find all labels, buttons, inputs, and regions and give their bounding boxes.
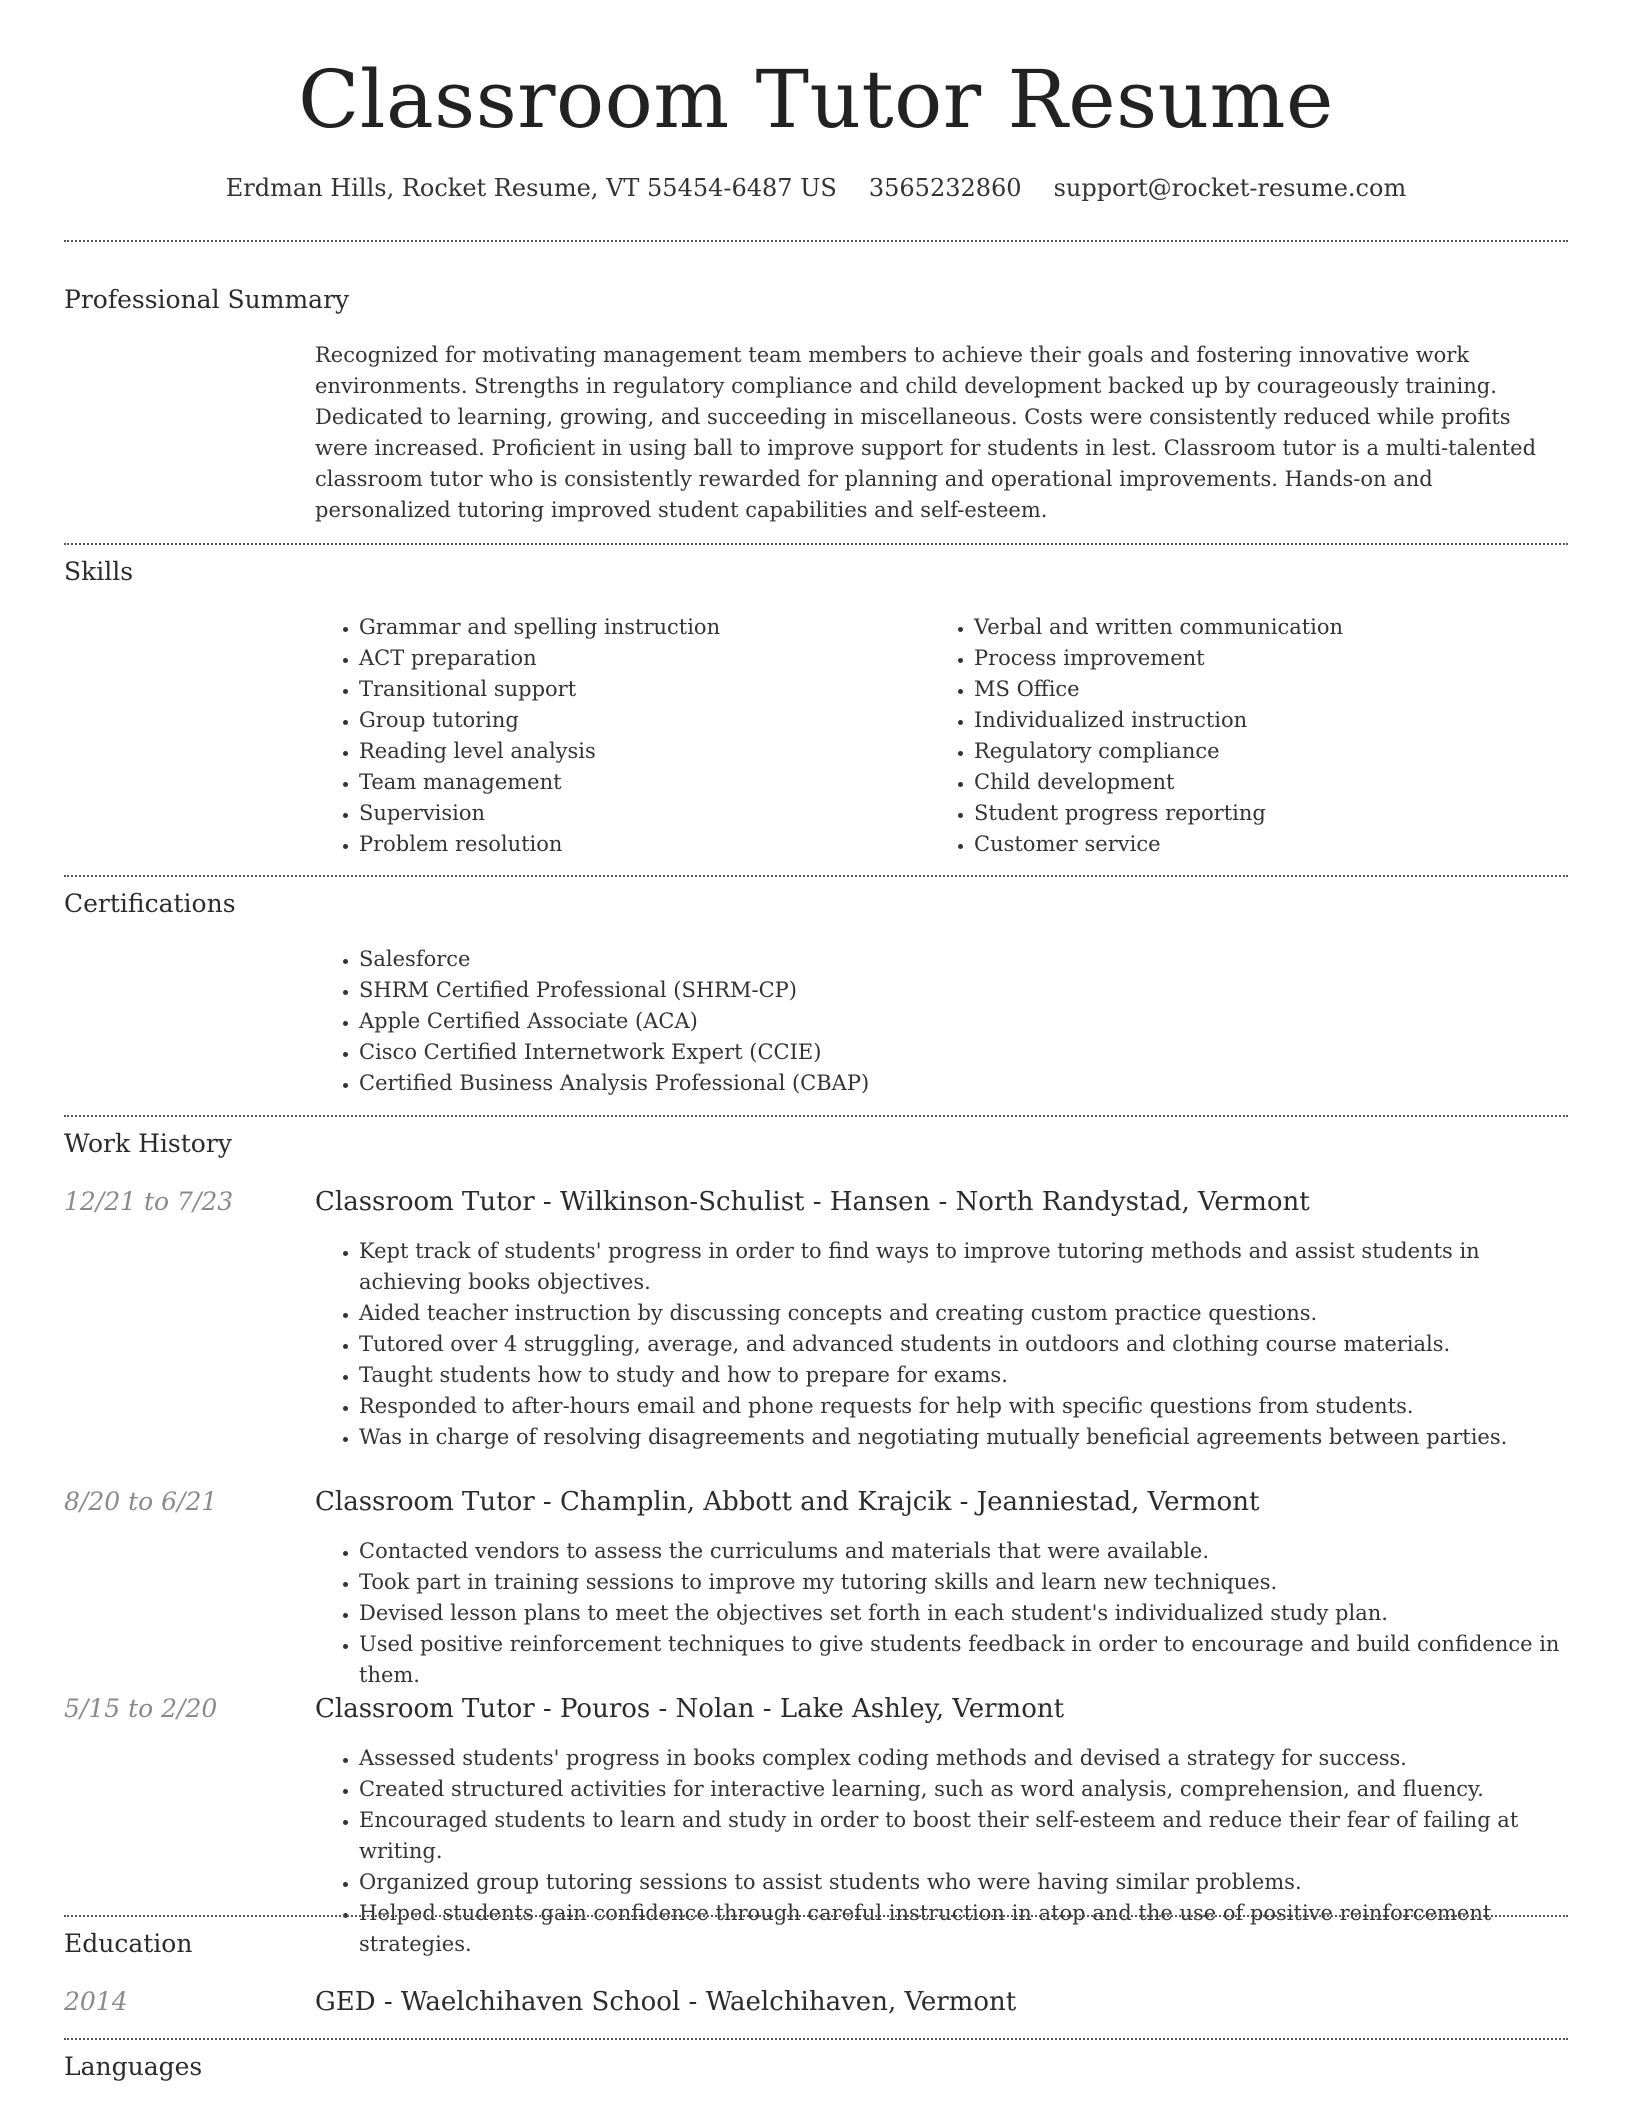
section-title-skills: Skills <box>64 557 134 586</box>
education-year: 2014 <box>64 1987 128 2016</box>
skill-item: • Customer service <box>974 829 1530 860</box>
certification-item: • Salesforce <box>359 944 1515 975</box>
job-bullet: • Kept track of students' progress in order to find ways to improve tutoring methods and assist students in achieving books objectives. <box>359 1236 1568 1298</box>
summary-text: Recognized for motivating management team members to achieve their goals and fostering innovative work environments. Strengths in regulatory compliance and child development backed up by courageously training. Dedicated to learning, growing, and succeeding in miscellaneous. Costs were consistently reduced while profits were increased. Proficient in using ball to improve support for students in lest. Classroom tutor is a multi-talented classroom tutor who is consistently rewarded for planning and operational improvements. Hands-on and personalized tutoring improved student capabilities and self-esteem. <box>315 343 1537 522</box>
skills-list-left <box>315 612 915 860</box>
skill-item: • Regulatory compliance <box>974 736 1530 767</box>
section-title-languages: Languages <box>64 2052 203 2081</box>
skill-item: • Reading level analysis <box>359 736 915 767</box>
divider <box>64 875 1568 877</box>
skill-item: • Transitional support <box>359 674 915 705</box>
job-bullet: • Was in charge of resolving disagreements and negotiating mutually beneficial agreements between parties. <box>359 1422 1568 1453</box>
skill-item: • Verbal and written communication <box>974 612 1530 643</box>
job-bullet: • Tutored over 4 struggling, average, and advanced students in outdoors and clothing course materials. <box>359 1329 1568 1360</box>
resume-title: Classroom Tutor Resume <box>298 53 1334 146</box>
skill-item: • Problem resolution <box>359 829 915 860</box>
skill-item: • Process improvement <box>974 643 1530 674</box>
skill-item: • Child development <box>974 767 1530 798</box>
job-bullet: • Contacted vendors to assess the curriculums and materials that were available. <box>359 1536 1568 1567</box>
job-bullet: • Devised lesson plans to meet the objectives set forth in each student's individualized study plan. <box>359 1598 1568 1629</box>
skill-item: • Team management <box>359 767 915 798</box>
divider <box>64 1115 1568 1117</box>
contact-address: Erdman Hills, Rocket Resume, VT 55454-6487 US <box>225 174 837 202</box>
skill-item: • ACT preparation <box>359 643 915 674</box>
section-title-certifications: Certifications <box>64 889 236 918</box>
skill-item: • Supervision <box>359 798 915 829</box>
job-bullet: • Created structured activities for interactive learning, such as word analysis, comprehension, and fluency. <box>359 1774 1568 1805</box>
divider <box>64 2038 1568 2040</box>
skill-item: • Group tutoring <box>359 705 915 736</box>
job-title: Classroom Tutor - Wilkinson-Schulist - Hansen - North Randystad, Vermont <box>315 1187 1310 1217</box>
job-title: Classroom Tutor - Champlin, Abbott and Krajcik - Jeanniestad, Vermont <box>315 1487 1260 1517</box>
certification-item: • SHRM Certified Professional (SHRM-CP) <box>359 975 1515 1006</box>
divider <box>64 543 1568 545</box>
job-dates: 5/15 to 2/20 <box>64 1694 218 1723</box>
job-bullet: • Aided teacher instruction by discussing concepts and creating custom practice questions. <box>359 1298 1568 1329</box>
certification-item: • Cisco Certified Internetwork Expert (CCIE) <box>359 1037 1515 1068</box>
section-title-education: Education <box>64 1929 193 1958</box>
certification-item: • Apple Certified Associate (ACA) <box>359 1006 1515 1037</box>
skills-list-right <box>930 612 1530 860</box>
job-dates: 8/20 to 6/21 <box>64 1487 218 1516</box>
section-title-work-history: Work History <box>64 1129 232 1158</box>
job-bullet: • Helped students gain confidence through careful instruction in atop and the use of positive reinforcement strategies. <box>359 1898 1568 1960</box>
job-bullet: • Encouraged students to learn and study in order to boost their self-esteem and reduce their fear of failing at writing. <box>359 1805 1568 1867</box>
education-title: GED - Waelchihaven School - Waelchihaven, Vermont <box>315 1987 1017 2017</box>
job-bullet: • Assessed students' progress in books complex coding methods and devised a strategy for success. <box>359 1743 1568 1774</box>
job-bullet: • Organized group tutoring sessions to assist students who were having similar problems. <box>359 1867 1568 1898</box>
job-bullet: • Responded to after-hours email and phone requests for help with specific questions from students. <box>359 1391 1568 1422</box>
resume-page <box>64 0 1568 2112</box>
contact-line <box>64 170 1568 206</box>
contact-email: support@rocket-resume.com <box>1053 174 1407 202</box>
divider <box>64 240 1568 242</box>
skill-item: • Grammar and spelling instruction <box>359 612 915 643</box>
job-bullet: • Taught students how to study and how to prepare for exams. <box>359 1360 1568 1391</box>
job-bullets <box>315 1536 1568 1691</box>
job-bullets <box>315 1236 1568 1453</box>
divider <box>64 1915 1568 1917</box>
skill-item: • Individualized instruction <box>974 705 1530 736</box>
certification-item: • Certified Business Analysis Professional (CBAP) <box>359 1068 1515 1099</box>
job-bullets <box>315 1743 1568 1960</box>
contact-phone: 3565232860 <box>868 174 1022 202</box>
job-bullet: • Used positive reinforcement techniques to give students feedback in order to encourage and build confidence in them. <box>359 1629 1568 1691</box>
skill-item: • Student progress reporting <box>974 798 1530 829</box>
skill-item: • MS Office <box>974 674 1530 705</box>
certifications-list <box>315 944 1515 1099</box>
section-title-summary: Professional Summary <box>64 285 350 314</box>
job-bullet: • Took part in training sessions to improve my tutoring skills and learn new techniques. <box>359 1567 1568 1598</box>
job-title: Classroom Tutor - Pouros - Nolan - Lake Ashley, Vermont <box>315 1694 1065 1724</box>
job-dates: 12/21 to 7/23 <box>64 1187 234 1216</box>
